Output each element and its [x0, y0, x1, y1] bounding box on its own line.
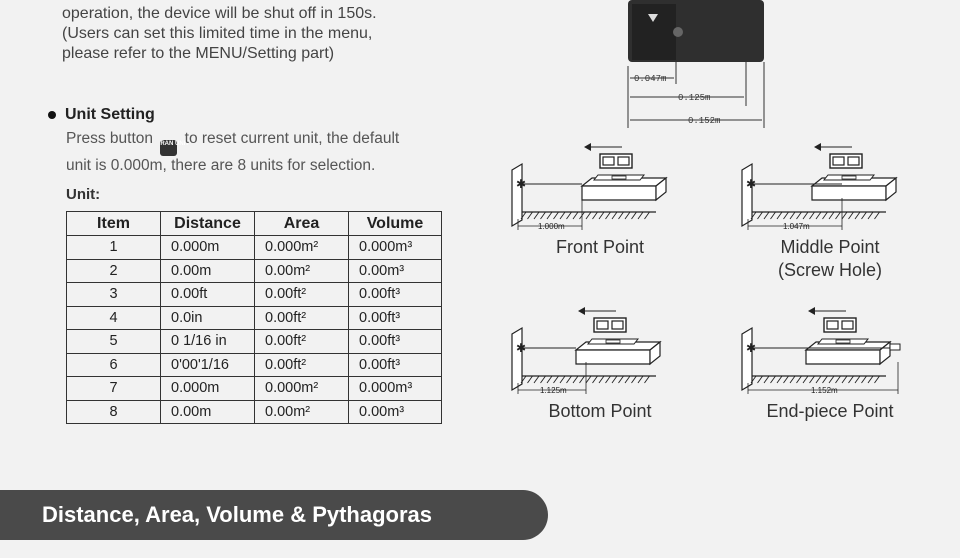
- measure-diagram: [506, 304, 686, 396]
- intro-text: [62, 4, 462, 64]
- intro-line: (Users can set this limited time in the menu,: [62, 25, 373, 42]
- desc-text: to reset current unit, the default: [184, 130, 400, 147]
- value-cell: 0.00ft²: [255, 353, 349, 377]
- item-cell: 3: [67, 283, 161, 307]
- table-header-row: [67, 212, 442, 236]
- value-cell: 0.00ft: [161, 283, 255, 307]
- value-cell: 0 1/16 in: [161, 330, 255, 354]
- value-cell: 0.00m: [161, 400, 255, 424]
- distance-label: 1.152m: [811, 386, 838, 395]
- value-cell: 0.000m²: [255, 377, 349, 401]
- svg-text:✱: ✱: [516, 341, 527, 355]
- dim-label: 0.152m: [688, 116, 721, 126]
- intro-line: operation, the device will be shut off in 150s.: [62, 5, 377, 22]
- intro-line: please refer to the MENU/Setting part): [62, 45, 335, 62]
- distance-label: 1.125m: [540, 386, 567, 395]
- unit-setting-heading: [48, 106, 155, 124]
- table-row: [67, 259, 442, 283]
- value-cell: 0.000m: [161, 377, 255, 401]
- svg-text:✱: ✱: [516, 177, 527, 191]
- column-header: Distance: [161, 212, 255, 236]
- item-cell: 2: [67, 259, 161, 283]
- value-cell: 0.00ft²: [255, 306, 349, 330]
- value-cell: 0'00'1/16: [161, 353, 255, 377]
- desc-text: Press button: [66, 130, 154, 147]
- caption-line: (Screw Hole): [777, 260, 883, 280]
- diagram-caption: [730, 400, 930, 423]
- caption-line: Front Point: [555, 237, 645, 257]
- unit-setting-description: [66, 129, 399, 176]
- column-header: Area: [255, 212, 349, 236]
- unit-table: [66, 211, 442, 424]
- screw-hole-icon: [673, 27, 683, 37]
- value-cell: 0.00ft²: [255, 330, 349, 354]
- table-row: [67, 236, 442, 260]
- item-cell: 4: [67, 306, 161, 330]
- caption-line: Bottom Point: [548, 401, 652, 421]
- value-cell: 0.000m²: [255, 236, 349, 260]
- value-cell: 0.00ft³: [349, 353, 442, 377]
- section-heading: Unit Setting: [65, 106, 155, 123]
- measure-diagram: [736, 304, 916, 396]
- table-body: [67, 236, 442, 424]
- column-header: Item: [67, 212, 161, 236]
- item-cell: 5: [67, 330, 161, 354]
- item-cell: 7: [67, 377, 161, 401]
- distance-label: 1.000m: [538, 222, 565, 231]
- unit-label: Unit:: [66, 186, 101, 203]
- diagram-caption: [730, 236, 930, 282]
- value-cell: 0.00m²: [255, 400, 349, 424]
- item-cell: 6: [67, 353, 161, 377]
- value-cell: 0.000m³: [349, 236, 442, 260]
- value-cell: 0.0in: [161, 306, 255, 330]
- value-cell: 0.000m: [161, 236, 255, 260]
- value-cell: 0.000m³: [349, 377, 442, 401]
- value-cell: 0.00ft³: [349, 306, 442, 330]
- item-cell: 8: [67, 400, 161, 424]
- dim-label: 0.047m: [634, 74, 667, 84]
- measure-diagram: [506, 140, 686, 232]
- unit-button-icon: RAN UNIT: [160, 140, 177, 156]
- value-cell: 0.00m³: [349, 259, 442, 283]
- caption-line: Middle Point: [780, 237, 880, 257]
- value-cell: 0.00m²: [255, 259, 349, 283]
- item-cell: 1: [67, 236, 161, 260]
- value-cell: 0.00ft³: [349, 283, 442, 307]
- diagram-caption: [500, 400, 700, 423]
- caption-line: End-piece Point: [766, 401, 894, 421]
- dim-label: 0.125m: [678, 93, 711, 103]
- bullet-icon: [48, 111, 56, 119]
- table-row: [67, 400, 442, 424]
- value-cell: 0.00m: [161, 259, 255, 283]
- column-header: Volume: [349, 212, 442, 236]
- diagram-caption: [500, 236, 700, 259]
- svg-text:✱: ✱: [746, 341, 757, 355]
- value-cell: 0.00ft²: [255, 283, 349, 307]
- svg-text:✱: ✱: [746, 177, 757, 191]
- desc-text: unit is 0.000m, there are 8 units for selection.: [66, 157, 376, 174]
- table-row: [67, 377, 442, 401]
- measure-diagram: [736, 140, 916, 232]
- table-row: [67, 330, 442, 354]
- value-cell: 0.00m³: [349, 400, 442, 424]
- section-banner: Distance, Area, Volume & Pythagoras: [0, 490, 548, 540]
- device-dimension-diagram: [626, 0, 766, 128]
- table-row: [67, 306, 442, 330]
- table-row: [67, 283, 442, 307]
- table-row: [67, 353, 442, 377]
- distance-label: 1.047m: [783, 222, 810, 231]
- value-cell: 0.00ft³: [349, 330, 442, 354]
